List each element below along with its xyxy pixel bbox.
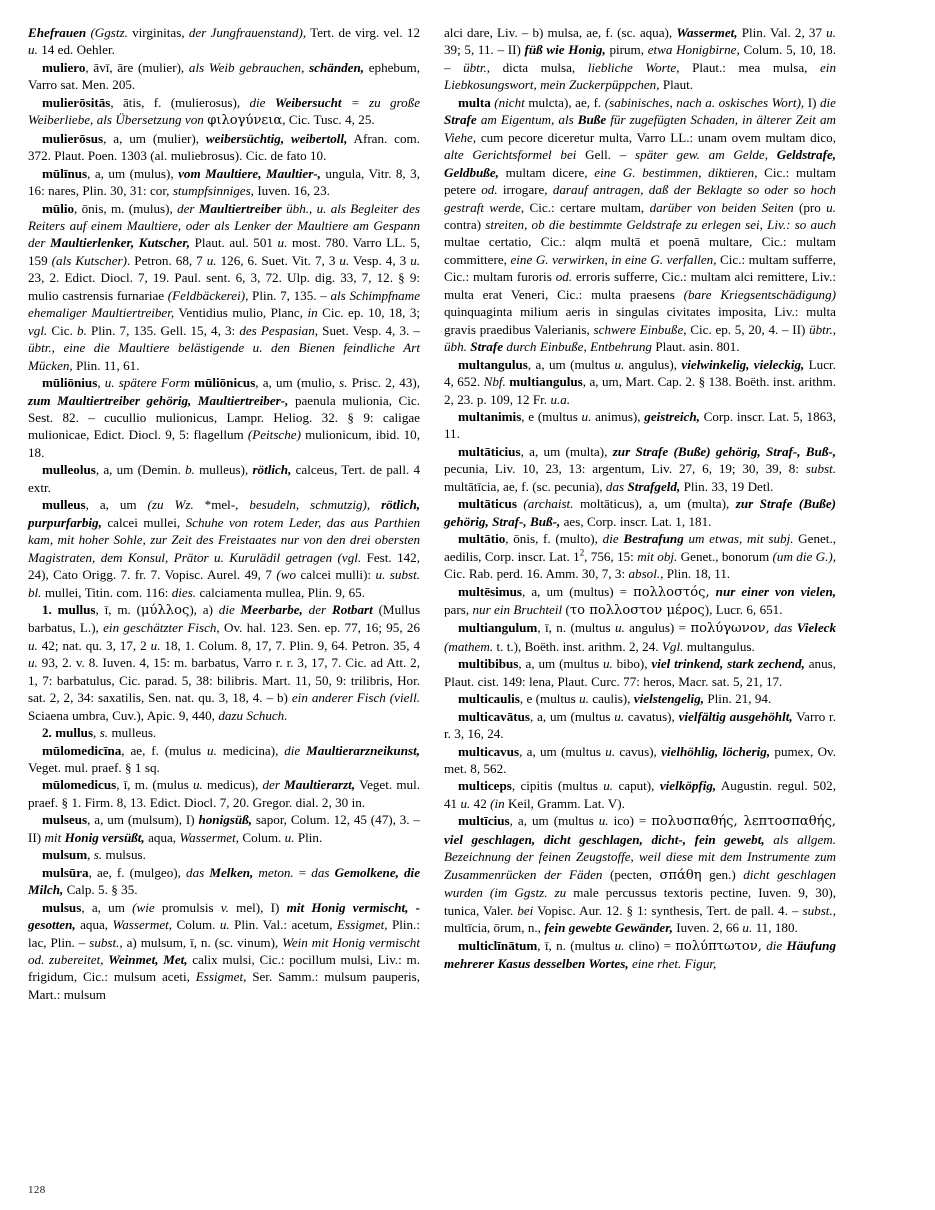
dictionary-entry: muliero, āvī, āre (mulier), als Weib gebrauchen, schänden, ephebum, Varro sat. Men. 205. xyxy=(28,59,420,93)
dictionary-entry: mulierōsus, a, um (mulier), weibersüchtig, weibertoll, Afran. com. 372. Plaut. Poen. 1303 (al. muliebrosus). Cic. de fato 10. xyxy=(28,130,420,164)
dictionary-entry: 1. mullus, ī, m. (μύλλος), a) die Meerbarbe, der Rotbart (Mullus barbatus, L.), ein geschätzter Fisch, Ov. hal. 123. Sen. ep. 77, 16; 95, 26 u. 42; nat. qu. 3, 17, 2 u. 18, 1. Colum. 8, 17, 7. Plin. 9, 64. Petron. 35, 4 u. 93, 2. v. 8. Iuven. 4, 15: m. barbatus, Varro r. r. 3, 17, 7. Cic. ad Att. 2, 1, 7: barbatulus, Cic. parad. 5, 38: bilibris. Mart. 11, 50, 9: trilibris, Hor. sat. 2, 2, 34: saxatilis, Sen. nat. qu. 3, 18, 4. – b) ein anderer Fisch (viell. Sciaena umbra, Cuv.), Apic. 9, 440, dazu Schuch. xyxy=(28,601,421,723)
left-text-column xyxy=(28,24,420,1144)
dictionary-entry: mulsūra, ae, f. (mulgeo), das Melken, meton. = das Gemolkene, die Milch, Calp. 5. § 35. xyxy=(28,864,421,898)
dictionary-entry: multa (nicht mulcta), ae, f. (sabinisches, nach a. oskisches Wort), I) die Strafe am Eigentum, als Buße für zugefügten Schaden, in älterer Zeit am Viehe, cum pecore diceretur multa, Varro LL.: unam ovem multam dico, alte Gerichtsformel bei Gell. – später gew. am Gelde, Geldstrafe, Geldbuße, multam dicere, eine G. bestimmen, diktieren, Cic.: multam petere od. irrogare, darauf antragen, daß der Beklagte so oder so hoch gestraft werde, Cic.: certare multam, darüber von beiden Seiten (pro u. contra) streiten, ob die bestimmte Geldstrafe zu erlegen sei, Liv.: so auch multae certatio, Cic.: alqm multā et poenā multare, Cic.: multam committere, eine G. verwirken, in eine G. verfallen, Cic.: multam sufferre, Cic.: multam furoris od. erroris sufferre, Cic.: multam alci remittere, Liv.: multa erat Veneri, Cic.: multa praesens (bare Kriegsentschädigung) quinquaginta milium aeris in singulas civitates imposita, Liv.: multa gravis praedibus Valerianis, schwere Einbuße, Cic. ep. 5, 20, 4. – II) übtr., übh. Strafe durch Einbuße, Entbehrung Plaut. asin. 801. xyxy=(444,94,837,355)
dictionary-entry: multicaulis, e (multus u. caulis), vielstengelig, Plin. 21, 94. xyxy=(458,691,772,707)
dictionary-entry: mūlomedicīna, ae, f. (mulus u. medicina), die Maultierarzneikunst, Veget. mul. praef. § 1 sq. xyxy=(28,742,421,776)
dictionary-entry: mūlio, ōnis, m. (mulus), der Maultiertreiber übh., u. als Begleiter des Reiters auf einem Maultiere, oder als Lenker der Maultiere am Gespann der Maultierlenker, Kutscher, Plaut. aul. 501 u. most. 780. Varro LL. 5, 159 (als Kutscher). Petron. 68, 7 u. 126, 6. Suet. Vit. 7, 3 u. Vesp. 4, 3 u. 23, 2. Edict. Diocl. 7, 19. Paul. sent. 6, 3, 72. Ulp. dig. 33, 7, 12. § 9: mulio castrensis furnariae (Feldbäckerei), Plin. 7, 135. – als Schimpfname ehemaliger Maultiertreiber, Ventidius mulio, Planc, in Cic. ep. 10, 18, 3; vgl. Cic. b. Plin. 7, 135. Gell. 15, 4, 3: des Pespasian, Suet. Vesp. 4, 3. – übtr., eine die Maultiere belästigende u. den Bienen feindliche Art Mücken, Plin. 11, 61. xyxy=(28,200,421,373)
entry-continuation: alci dare, Liv. – b) mulsa, ae, f. (sc. aqua), Wassermet, Plin. Val. 2, 37 u. 39; 5, 11. – II) füß wie Honig, pirum, etwa Honigbirne, Colum. 5, 10, 18. – übtr., dicta mulsa, liebliche Worte, Plaut.: mea mulsa, ein Liebkosungswort, mein Zuckerpüppchen, Plaut. xyxy=(444,25,837,93)
dictionary-entry: multanimis, e (multus u. animus), geistreich, Corp. inscr. Lat. 5, 1863, 11. xyxy=(444,408,836,442)
dictionary-entry: multiclīnātum, ī, n. (multus u. clino) = πολύπτωτον, die Häufung mehrerer Kasus desselben Wortes, eine rhet. Figur, xyxy=(444,937,837,972)
dictionary-entry: 2. mullus, s. mulleus. xyxy=(42,725,157,741)
dictionary-entry: multīcius, a, um (multus u. ico) = πολυσπαθής, λεπτοσπαθής, viel geschlagen, dicht geschlagen, dicht-, fein gewebt, als allgem. Bezeichnung der feinen Zeugstoffe, weil diese mit dem Instrumente zum Zusammenrücken der Fäden (pecten, σπάθη gen.) dicht geschlagen wurden (im Ggstz. zu male percussus textoris pectine, Iuven. 9, 30), tunica, Valer. bei Vopisc. Aur. 12. § 1: synthesis, Tert. de pall. 4. – subst., multīcia, ōrum, n., fein gewebte Gewänder, Iuven. 2, 66 u. 11, 180. xyxy=(444,813,836,936)
dictionary-entry: mulsus, a, um (wie promulsis v. mel), I) mit Honig vermischt, -gesotten, aqua, Wassermet, Colum. u. Plin. Val.: acetum, Essigmet, Plin.: lac, Plin. – subst., a) mulsum, ī, n. (sc. vinum), Wein mit Honig vermischt od. zubereitet, Weinmet, Met, calix mulsi, Cic.: pocillum mulsi, Liv.: m. frigidum, Cic.: mulsum aceti, Essigmet, Ser. Samm.: mulsum pauperis, Mart.: mulsum xyxy=(28,899,421,1002)
dictionary-entry: multibibus, a, um (multus u. bibo), viel trinkend, stark zechend, anus, Plaut. cist. 149: lena, Plaut. Curc. 77: heros, Macr. sat. 5, 21, 17. xyxy=(444,656,836,689)
right-text-column xyxy=(444,24,836,1144)
dictionary-entry: mulleus, a, um (zu Wz. *mel-, besudeln, schmutzig), rötlich, purpurfarbig, calcei mullei, Schuhe von rotem Leder, das aus Parthien kam, mit hoher Sohle, zur Zeit des Freistaates nur von den drei obersten Magistraten, dem Konsul, Prätor u. Kurulädil getragen (vgl. Fest. 142, 24), Cato Origg. 7. fr. 7. Vopisc. Aurel. 49, 7 (wo calcei mulli): u. subst. bl. mullei, Titin. com. 116: dies. calciamenta mullea, Plin. 9, 65. xyxy=(28,497,421,600)
dictionary-entry: multicavātus, a, um (multus u. cavatus), vielfältig ausgehöhlt, Varro r. r. 3, 16, 24. xyxy=(444,708,836,742)
dictionary-entry: multiangulum, ī, n. (multus u. angulus) = πολύγωνον, das Vieleck (mathem. t. t.), Boëth. inst. arithm. 2, 24. Vgl. multangulus. xyxy=(444,620,836,654)
dictionary-entry: mulsum, s. mulsus. xyxy=(42,847,146,863)
dictionary-entry: mulseus, a, um (mulsum), I) honigsüß, sapor, Colum. 12, 45 (47), 3. – II) mit Honig versüßt, aqua, Wassermet, Colum. u. Plin. xyxy=(28,812,420,845)
dictionary-entry: multēsimus, a, um (multus) = πολλοστός, nur einer von vielen, pars, nur ein Bruchteil (το πολλοστον μέρος), Lucr. 6, 651. xyxy=(444,583,837,618)
dictionary-entry: multangulus, a, um (multus u. angulus), vielwinkelig, vieleckig, Lucr. 4, 652. Nbf. multiangulus, a, um, Mart. Cap. 2. § 138. Boëth. inst. arithm. 2, 23. p. 109, 12 Fr. u.a. xyxy=(444,356,837,407)
dictionary-entry: multāticus (archaist. moltāticus), a, um (multa), zur Strafe (Buße) gehörig, Straf-, Buß-, aes, Corp. inscr. Lat. 1, 181. xyxy=(444,496,836,529)
dictionary-entry: mūlīnus, a, um (mulus), vom Maultiere, Maultier-, ungula, Vitr. 8, 3, 16: nares, Plin. 30, 31: cor, stumpfsinniges, Iuven. 16, 23. xyxy=(28,165,420,199)
dictionary-entry: multātio, ōnis, f. (multo), die Bestrafung um etwas, mit subj. Genet., aedilis, Corp. inscr. Lat. $1^2$, 756, 15: mit obj. Genet., bonorum (um die G.), Cic. Rab. perd. 16. Amm. 30, 7, 3: absol., Plin. 18, 11. xyxy=(444,531,837,582)
dictionary-entry: mulierōsitās, ātis, f. (mulierosus), die Weibersucht = zu große Weiberliebe, als Übersetzung von φιλογύνεια, Cic. Tusc. 4, 25. xyxy=(28,94,421,129)
dictionary-entry: mulleolus, a, um (Demin. b. mulleus), rötlich, calceus, Tert. de pall. 4 extr. xyxy=(28,462,420,495)
dictionary-entry: multicavus, a, um (multus u. cavus), vielhöhlig, löcherig, pumex, Ov. met. 8, 562. xyxy=(444,743,836,777)
page-number: 128 xyxy=(28,1184,46,1196)
dictionary-entry: mūlomedicus, ī, m. (mulus u. medicus), der Maultierarzt, Veget. mul. praef. § 1. Firm. 8, 13. Edict. Diocl. 7, 20. Gregor. dial. 2, 30 in. xyxy=(28,777,420,810)
entry-continuation: Ehefrauen (Ggstz. virginitas, der Jungfrauenstand), Tert. de virg. vel. 12 u. 14 ed. Oehler. xyxy=(28,25,421,58)
two-column-text-body xyxy=(28,24,907,1144)
dictionary-entry: mūliōnius, u. spätere Form mūliōnicus, a, um (mulio, s. Prisc. 2, 43), zum Maultiertreiber gehörig, Maultiertreiber-, paenula mulionia, Cic. Sest. 82. – cucullio mulionicus, Lampr. Heliog. 32. § 9: caligae mulionicae, Edict. Diocl. 9, 5: flagellum (Peitsche) mulionicum, ibid. 10, 18. xyxy=(28,375,421,460)
dictionary-entry: multiceps, cipitis (multus u. caput), vielköpfig, Augustin. regul. 502, 41 u. 42 (in Keil, Gramm. Lat. V). xyxy=(444,778,836,811)
dictionary-entry: multāticius, a, um (multa), zur Strafe (Buße) gehörig, Straf-, Buß-, pecunia, Liv. 10, 23, 13: argentum, Liv. 27, 6, 19; 30, 39, 8: subst. multātīcia, ae, f. (sc. pecunia), das Strafgeld, Plin. 33, 19 Detl. xyxy=(444,443,836,494)
